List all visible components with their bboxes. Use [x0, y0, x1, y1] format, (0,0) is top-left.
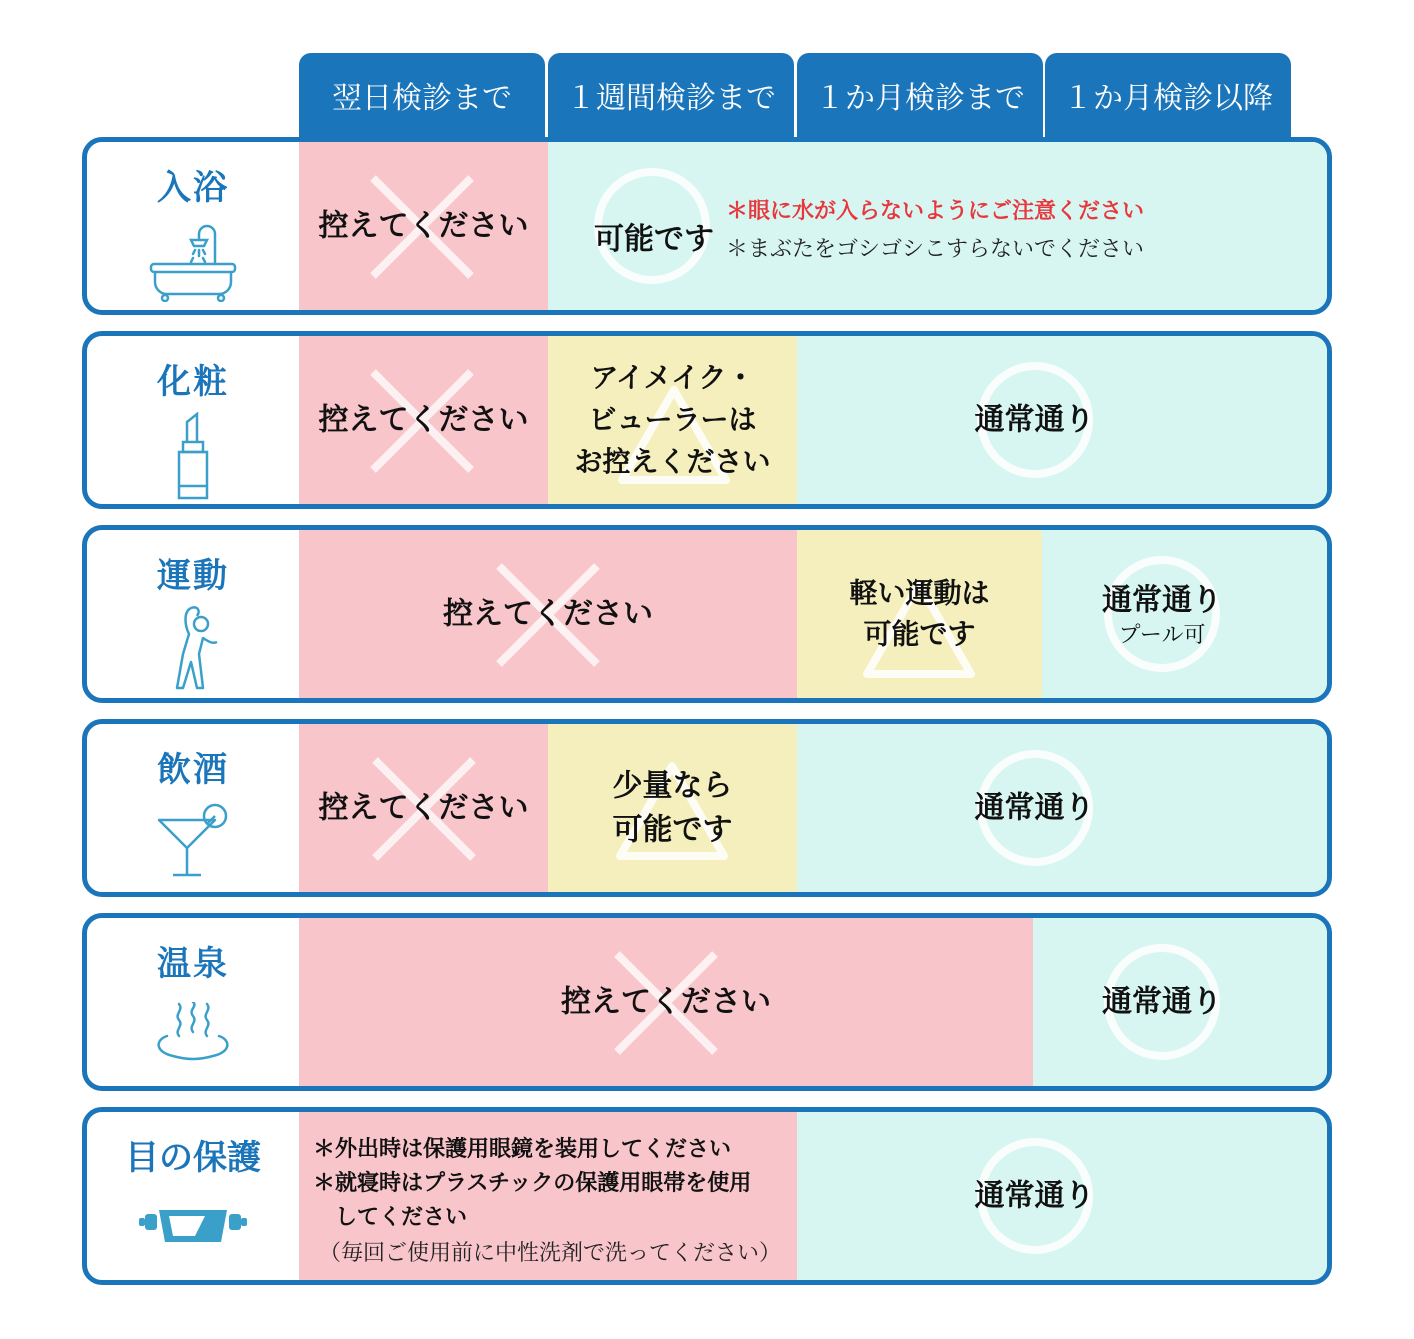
- header-tab-one-month: １か月検診まで: [797, 53, 1043, 137]
- cell-makeup-next-day: [299, 336, 548, 504]
- row-title: 飲酒: [157, 750, 229, 790]
- cell-exercise-through-one-week: [299, 530, 797, 698]
- cell-text-lines: [548, 357, 797, 483]
- row-title: 化粧: [157, 362, 229, 402]
- cell-eye-protection-one-month-onward: [797, 1112, 1327, 1280]
- cell-text: 通常通り: [974, 1178, 1095, 1214]
- cell-makeup-one-week: [548, 336, 797, 504]
- row-label-exercise: [87, 530, 299, 698]
- row-label-alcohol: [87, 724, 299, 892]
- cell-text: 控えてください: [318, 790, 529, 826]
- cell-text: 通常通り: [974, 790, 1095, 826]
- cell-text: 通常通り: [974, 402, 1095, 438]
- row-bath: [82, 137, 1332, 315]
- cell-alcohol-one-month-onward: [797, 724, 1327, 892]
- caution-note: ＊まぶたをゴシゴシこすらないでください: [726, 237, 1145, 262]
- cell-alcohol-next-day: [299, 724, 548, 892]
- cell-subtext: プール可: [1118, 622, 1206, 648]
- row-alcohol: [82, 719, 1332, 897]
- row-exercise: [82, 525, 1332, 703]
- cell-line: 可能です: [612, 812, 733, 847]
- cell-text-lines: [797, 573, 1042, 654]
- cocktail-glass-icon: [153, 800, 233, 880]
- cell-text: 通常通り: [1102, 583, 1222, 619]
- cell-hotspring-through-one-month: [299, 918, 1033, 1086]
- cell-text: 可能です: [594, 222, 714, 257]
- row-title: 運動: [157, 556, 229, 596]
- row-title: 入浴: [157, 168, 229, 208]
- row-makeup: [82, 331, 1332, 509]
- cell-line: 軽い運動は: [849, 576, 990, 610]
- cell-bath-one-week-onward: [548, 142, 1327, 310]
- header-tab-after-one-month: １か月検診以降: [1045, 53, 1291, 137]
- bathtub-icon: [147, 220, 239, 302]
- row-label-hotspring: [87, 918, 299, 1086]
- cell-line: お控えください: [574, 445, 771, 478]
- row-eye-protection: [82, 1107, 1332, 1285]
- eye-note-3: してください: [335, 1205, 468, 1230]
- cell-eye-protection-through-one-week: [299, 1112, 797, 1280]
- cell-makeup-one-month-onward: [797, 336, 1327, 504]
- cell-text: 控えてください: [318, 208, 529, 244]
- stretching-person-icon: [163, 604, 223, 694]
- cell-exercise-after-one-month: [1042, 530, 1327, 698]
- lipstick-icon: [173, 412, 213, 502]
- eye-note-4: （毎回ご使用前に中性洗剤で洗ってください）: [319, 1241, 782, 1266]
- row-label-makeup: [87, 336, 299, 504]
- cell-hotspring-after-one-month: [1033, 918, 1327, 1086]
- row-title: 目の保護: [125, 1138, 261, 1178]
- cell-text: 通常通り: [1102, 984, 1222, 1020]
- goggles-icon: [139, 1204, 247, 1248]
- row-label-bath: [87, 142, 299, 310]
- header-tab-one-week: １週間検診まで: [548, 53, 794, 137]
- cell-bath-next-day: [299, 142, 548, 310]
- cell-text-lines: [548, 765, 797, 852]
- row-title: 温泉: [157, 944, 229, 984]
- cell-text: 控えてください: [443, 596, 653, 632]
- eye-note-2: ＊就寝時はプラスチックの保護用眼帯を使用: [313, 1171, 752, 1196]
- row-hotspring: [82, 913, 1332, 1091]
- cell-line: ビューラーは: [588, 403, 757, 436]
- cell-line: 可能です: [863, 617, 976, 650]
- row-label-eye-protection: [87, 1112, 299, 1280]
- header-tab-next-day: 翌日検診まで: [299, 53, 545, 137]
- eye-note-1: ＊外出時は保護用眼鏡を装用してください: [313, 1137, 732, 1162]
- warning-note: ＊眼に水が入らないようにご注意ください: [726, 199, 1145, 224]
- cell-line: アイメイク・: [590, 361, 755, 394]
- cell-text-group: [1042, 579, 1282, 649]
- cell-text: 控えてください: [318, 402, 529, 438]
- cell-text: 控えてください: [561, 984, 771, 1020]
- cell-line: 少量なら: [612, 768, 733, 804]
- cell-alcohol-one-week: [548, 724, 797, 892]
- hot-spring-icon: [153, 1002, 233, 1062]
- cell-exercise-one-month: [797, 530, 1042, 698]
